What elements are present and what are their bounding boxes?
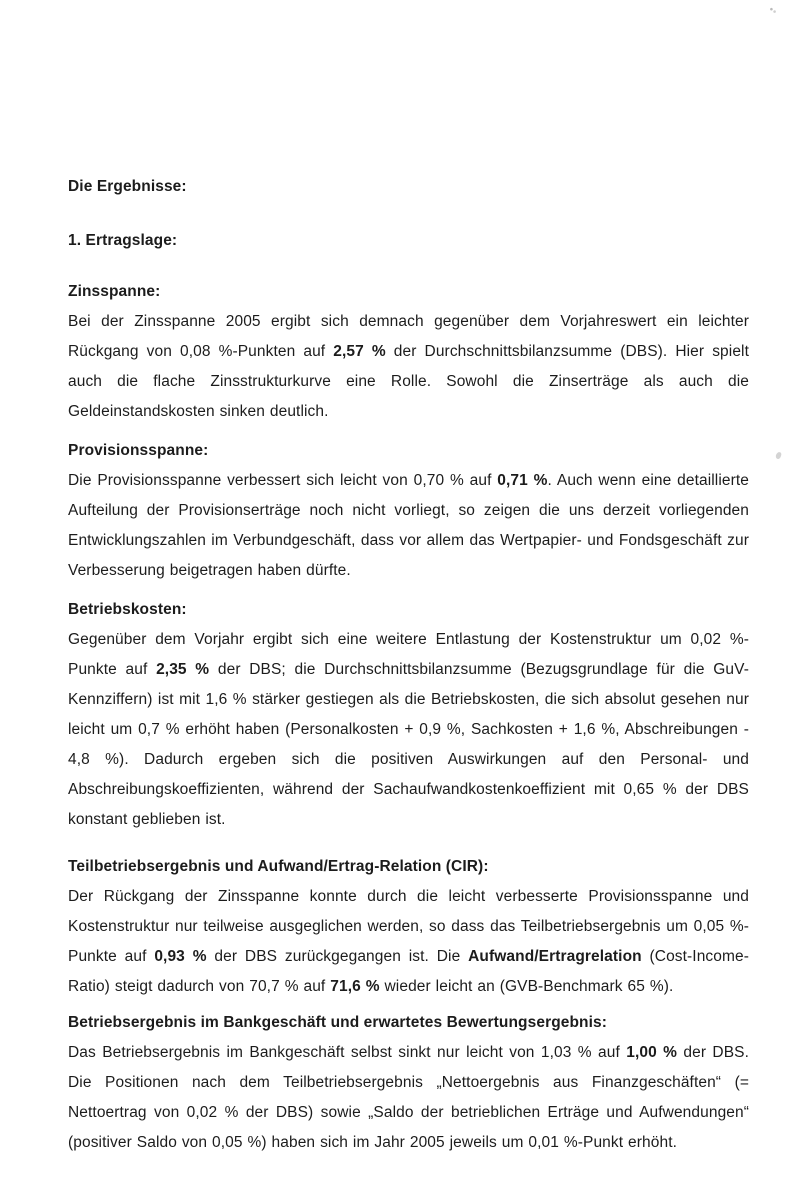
text-run: 0,71 % — [497, 472, 548, 489]
text-run: 71,6 % — [330, 978, 380, 995]
text-run: 2,57 % — [333, 343, 386, 360]
text-run: 0,93 % — [154, 948, 207, 965]
chapter-heading: 1. Ertragslage: — [68, 232, 178, 249]
section-heading: Teilbetriebsergebnis und Aufwand/Ertrag-Relation (CIR): — [68, 858, 489, 875]
section-heading: Provisionsspanne: — [68, 442, 209, 459]
text-run: Gegenüber dem Vorjahr ergibt sich eine weitere Entlastung der Kostenstruktur um 0,02 %-Punkte auf — [68, 631, 749, 678]
section-paragraph — [68, 625, 749, 835]
text-run: Aufwand/Ertragrelation — [468, 948, 642, 965]
section-paragraph — [68, 307, 749, 427]
document-section — [68, 595, 749, 835]
document-page — [68, 172, 749, 1167]
section-heading: Zinsspanne: — [68, 283, 161, 300]
section-paragraph — [68, 1038, 749, 1158]
document-section — [68, 277, 749, 427]
document-section — [68, 436, 749, 586]
text-run: der DBS zurückgegangen ist. Die — [206, 948, 469, 965]
document-section — [68, 1008, 749, 1158]
text-run: 2,35 % — [156, 661, 210, 678]
text-run: wieder leicht an (GVB-Benchmark 65 %). — [379, 978, 674, 995]
scan-speck-artifact — [775, 451, 782, 459]
text-run: (Cost-Income-Ratio) steigt dadurch von 70,7 % auf — [68, 948, 749, 995]
section-paragraph — [68, 882, 749, 1002]
text-run: Bei der Zinsspanne 2005 ergibt sich demnach gegenüber dem Vorjahreswert ein leichter Rückgang von 0,08 %-Punkten auf — [68, 313, 749, 360]
section-heading: Betriebskosten: — [68, 601, 187, 618]
document-title: Die Ergebnisse: — [68, 178, 187, 195]
section-paragraph — [68, 466, 749, 586]
text-run: der Durchschnittsbilanzsumme (DBS). Hier spielt auch die flache Zinsstrukturkurve eine Rolle. Sowohl die Zinserträge als auch die Geldeinstandskosten sinken deutlich. — [68, 343, 749, 420]
text-run: Der Rückgang der Zinsspanne konnte durch die leicht verbesserte Provisionsspanne und Kostenstruktur nur teilweise ausgeglichen werden, so dass das Teilbetriebsergebnis um 0,05 %-Punkte auf — [68, 888, 749, 965]
text-run: . Auch wenn eine detaillierte Aufteilung der Provisionserträge noch nicht vorliegt, so zeigen die uns derzeit vorliegenden Entwicklungszahlen im Verbundgeschäft, dass vor allem das Wertpapier- und Fondsgeschäft zur Verbesserung beigetragen haben dürfte. — [68, 472, 749, 579]
document-section — [68, 852, 749, 1002]
text-run: der DBS. Die Positionen nach dem Teilbetriebsergebnis „Nettoergebnis aus Finanzgeschäften“ (= Nettoertrag von 0,02 % der DBS) sowie „Saldo der betrieblichen Erträge und Aufwendungen“ (positiver Saldo von 0,05 %) haben sich im Jahr 2005 jeweils um 0,01 %-Punkt erhöht. — [68, 1044, 750, 1151]
text-run: 1,00 % — [626, 1044, 678, 1061]
section-heading: Betriebsergebnis im Bankgeschäft und erwartetes Bewertungsergebnis: — [68, 1014, 608, 1031]
text-run: der DBS; die Durchschnittsbilanzsumme (Bezugsgrundlage für die GuV-Kennziffern) ist mit 1,6 % stärker gestiegen als die Betriebskosten, die sich absolut gesehen nur leicht um 0,7 % erhöht haben (Personalkosten + 0,9 %, Sachkosten + 1,6 %, Abschreibungen - 4,8 %). Dadurch ergeben sich die positiven Auswirkungen auf den Personal- und Abschreibungskoeffizienten, während der Sachaufwandkostenkoeffizient mit 0,65 % der DBS konstant geblieben ist. — [68, 661, 749, 828]
sections-container — [68, 277, 749, 1158]
text-run: Die Provisionsspanne verbessert sich leicht von 0,70 % auf — [68, 472, 498, 489]
scan-speck-artifact — [769, 6, 777, 14]
text-run: Das Betriebsergebnis im Bankgeschäft selbst sinkt nur leicht von 1,03 % auf — [68, 1044, 627, 1061]
